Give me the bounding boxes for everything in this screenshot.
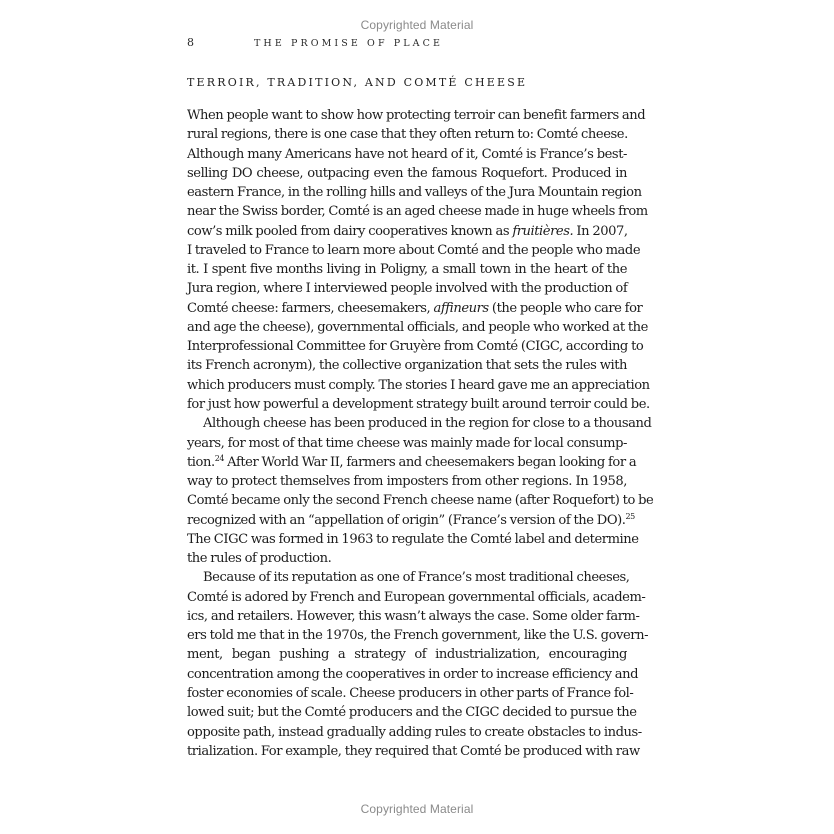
- text-line: and age the cheese), governmental officials, and people who worked at the: [187, 319, 648, 335]
- italic-term: fruitières.: [512, 223, 574, 239]
- text-line: rural regions, there is one case that they often return to: Comté cheese.: [187, 127, 628, 143]
- text-line: it. I spent five months living in Poligny, a small town in the heart of the: [187, 262, 627, 278]
- book-title: THE PROMISE OF PLACE: [254, 38, 444, 49]
- text-line: ics, and retailers. However, this wasn’t always the case. Some older farm-: [187, 608, 640, 624]
- text-line: Comté became only the second French cheese name (after Roquefort) to be: [187, 493, 654, 509]
- text-line: selling DO cheese, outpacing even the famous Roquefort. Produced in: [187, 165, 627, 181]
- text-line: years, for most of that time cheese was mainly made for local consump-: [187, 435, 627, 451]
- italic-term: affineurs: [433, 300, 489, 316]
- text-line: When people want to show how protecting terroir can benefit farmers and: [187, 108, 646, 123]
- page-number: 8: [187, 36, 194, 49]
- text-line: near the Swiss border, Comté is an aged cheese made in huge wheels from: [187, 204, 648, 220]
- paragraph: [187, 106, 650, 414]
- text-line: Jura region, where I interviewed people involved with the production of: [187, 281, 628, 297]
- text-line: ers told me that in the 1970s, the French government, like the U.S. govern-: [187, 628, 649, 644]
- text-line: ment, began pushing a strategy of industrialization, encouraging: [187, 647, 627, 663]
- section-heading: TERROIR, TRADITION, AND COMTÉ CHEESE: [187, 76, 528, 89]
- text-line: way to protect themselves from imposters from other regions. In 1958,: [187, 474, 627, 490]
- copyright-watermark-top: Copyrighted Material: [360, 18, 474, 32]
- running-head: [187, 36, 627, 49]
- text-line: Comté cheese: farmers, cheesemakers, affineurs (the people who care for: [187, 300, 643, 316]
- text-line: Interprofessional Committee for Gruyère from Comté (CIGC, according to: [187, 339, 644, 355]
- text-line: trialization. For example, they required that Comté be produced with raw: [187, 743, 640, 759]
- text-line: opposite path, instead gradually adding rules to create obstacles to indus-: [187, 724, 642, 740]
- text-line: The CIGC was formed in 1963 to regulate the Comté label and determine: [187, 531, 639, 547]
- footnote-reference[interactable]: 24: [214, 453, 224, 463]
- body-text: [187, 106, 654, 761]
- paragraph: [187, 568, 649, 761]
- copyright-watermark-bottom: Copyrighted Material: [360, 802, 474, 816]
- text-line: cow’s milk pooled from dairy cooperatives known as fruitières. In 2007,: [187, 223, 628, 239]
- text-line: I traveled to France to learn more about Comté and the people who made: [187, 242, 641, 258]
- text-line: its French acronym), the collective organization that sets the rules with: [187, 358, 627, 374]
- text-line: the rules of production.: [187, 551, 332, 567]
- text-line: Because of its reputation as one of France’s most traditional cheeses,: [203, 570, 630, 586]
- text-line: concentration among the cooperatives in order to increase efficiency and: [187, 666, 639, 682]
- text-line: lowed suit; but the Comté producers and the CIGC decided to pursue the: [187, 705, 637, 721]
- text-line: Although cheese has been produced in the region for close to a thousand: [203, 416, 652, 432]
- text-line: for just how powerful a development strategy built around terroir could be.: [187, 396, 650, 412]
- text-line: foster economies of scale. Cheese producers in other parts of France fol-: [187, 685, 634, 701]
- text-line: Comté is adored by French and European governmental officials, academ-: [187, 589, 646, 605]
- text-line: which producers must comply. The stories I heard gave me an appreciation: [187, 377, 650, 393]
- footnote-reference[interactable]: 25: [625, 511, 635, 521]
- text-line: Although many Americans have not heard of it, Comté is France’s best-: [187, 146, 627, 162]
- paragraph: [187, 414, 654, 568]
- text-line: tion.$^{24}$ After World War II, farmers and cheesemakers began looking for a: [187, 453, 637, 470]
- text-line: eastern France, in the rolling hills and valleys of the Jura Mountain region: [187, 185, 642, 201]
- text-line: recognized with an “appellation of origin” (France’s version of the DO).$^{25}$: [187, 511, 635, 528]
